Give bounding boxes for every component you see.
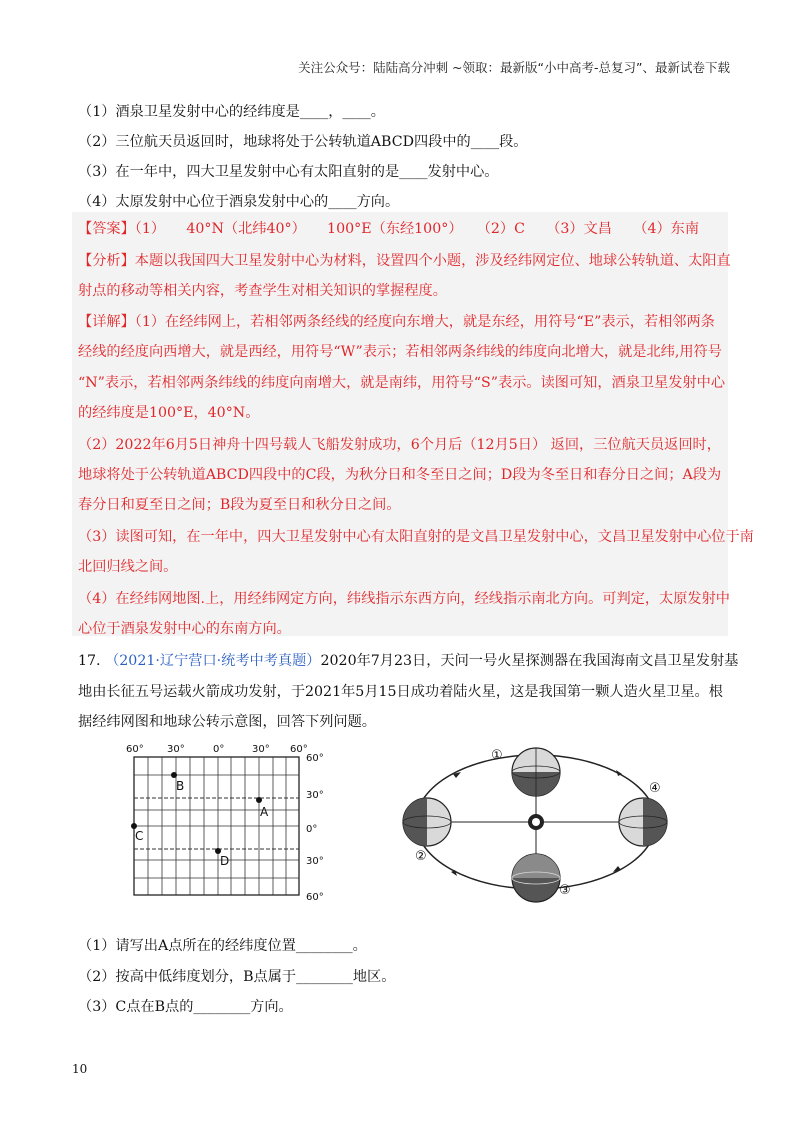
- question-16-2: （2）三位航天员返回时，地球将处于公转轨道ABCD四段中的____段。: [78, 134, 528, 150]
- position-label: ④: [649, 781, 661, 796]
- point-b-label: B: [176, 779, 185, 793]
- lat-lon-grid-figure: [118, 738, 348, 908]
- point-a-marker: [256, 797, 262, 803]
- sun-icon: [528, 814, 544, 830]
- point-b-marker: [171, 772, 177, 778]
- question-17-3: （3）C点在B点的________方向。: [78, 999, 293, 1015]
- detail-line: （2）2022年6月5日神舟十四号载人飞船发射成功，6个月后（12月5日） 返回，三位航天员返回时，: [78, 437, 721, 453]
- point-c-label: C: [135, 829, 144, 843]
- grid-top-label: 0°: [213, 744, 225, 755]
- analysis-line: 射点的移动等相关内容，考查学生对相关知识的掌握程度。: [78, 283, 447, 299]
- grid-right-label: 0°: [306, 824, 318, 835]
- earth-globe-icon: [512, 854, 560, 902]
- detail-line: 【详解】（1）在经纬网上，若相邻两条经线的经度向东增大，就是东经，用符号“E”表示，若相邻两条: [78, 314, 715, 330]
- detail-line: 的经纬度是100°E，40°N。: [78, 405, 260, 421]
- page-number: 10: [72, 1062, 88, 1076]
- question-16-3: （3）在一年中，四大卫星发射中心有太阳直射的是____发射中心。: [78, 164, 499, 180]
- detail-line: “N”表示，若相邻两条纬线的纬度向南增大，就是南纬，用符号“S”表示。读图可知，酒泉卫星发射中心: [78, 375, 726, 391]
- question-17-intro: [78, 650, 738, 670]
- question-16-4: （4）太原发射中心位于酒泉发射中心的____方向。: [78, 194, 400, 210]
- page-header: 关注公众号：陆陆高分冲刺 ~领取：最新版“小中高考-总复习”、最新试卷下载: [298, 60, 730, 75]
- question-text: 2020年7月23日，天问一号火星探测器在我国海南文昌卫星发射基: [320, 653, 739, 669]
- grid-top-label: 30°: [252, 744, 270, 755]
- answer-line: 【答案】（1） 40°N（北纬40°） 100°E（东经100°） （2）C （3）文昌 （4）东南: [78, 221, 700, 237]
- question-source: （2021·辽宁营口·统考中考真题）: [105, 653, 321, 669]
- point-a-label: A: [260, 805, 269, 819]
- question-17-1: （1）请写出A点所在的经纬度位置________。: [78, 938, 367, 954]
- earth-globe-icon: [512, 748, 560, 796]
- grid-top-label: 60°: [290, 744, 308, 755]
- detail-line: 北回归线之间。: [78, 559, 178, 575]
- position-label: ③: [559, 883, 571, 898]
- detail-line: （3）读图可知，在一年中，四大卫星发射中心有太阳直射的是文昌卫星发射中心，文昌卫星发射中心位于南: [78, 529, 754, 545]
- grid-top-label: 60°: [126, 744, 144, 755]
- detail-line: （4）在经纬网地图.上，用经纬网定方向，纬线指示东西方向，经线指示南北方向。可判定，太原发射中: [78, 591, 730, 607]
- grid-right-label: 30°: [306, 856, 324, 867]
- position-label: ①: [491, 748, 503, 763]
- question-17-text: 地由长征五号运载火箭成功发射，于2021年5月15日成功着陆火星，这是我国第一颗人造火星卫星。根: [78, 684, 723, 700]
- grid-right-label: 30°: [306, 790, 324, 801]
- detail-line: 地球将处于公转轨道ABCD四段中的C段，为秋分日和冬至日之间；D段为冬至日和春分日之间；A段为: [78, 467, 722, 483]
- point-d-label: D: [220, 854, 230, 868]
- grid-right-label: 60°: [306, 892, 324, 903]
- analysis-line: 【分析】本题以我国四大卫星发射中心为材料，设置四个小题，涉及经纬网定位、地球公转轨道、太阳直: [78, 253, 731, 269]
- question-number: 17.: [78, 653, 101, 669]
- question-17-2: （2）按高中低纬度划分，B点属于________地区。: [78, 969, 396, 985]
- position-label: ②: [415, 849, 427, 864]
- detail-line: 春分日和夏至日之间；B段为夏至日和秋分日之间。: [78, 497, 401, 513]
- detail-line: 心位于酒泉发射中心的东南方向。: [78, 621, 291, 637]
- earth-globe-icon: [619, 798, 667, 846]
- question-16-1: （1）酒泉卫星发射中心的经纬度是____，____。: [78, 104, 385, 120]
- earth-orbit-figure: [393, 734, 683, 909]
- detail-line: 经线的经度向西增大，就是西经，用符号“W”表示；若相邻两条纬线的纬度向北增大，就是北纬,用符号: [78, 344, 722, 360]
- grid-top-label: 30°: [167, 744, 185, 755]
- earth-globe-icon: [403, 798, 451, 846]
- grid-right-label: 60°: [306, 753, 324, 764]
- question-17-text: 据经纬网图和地球公转示意图，回答下列问题。: [78, 714, 376, 730]
